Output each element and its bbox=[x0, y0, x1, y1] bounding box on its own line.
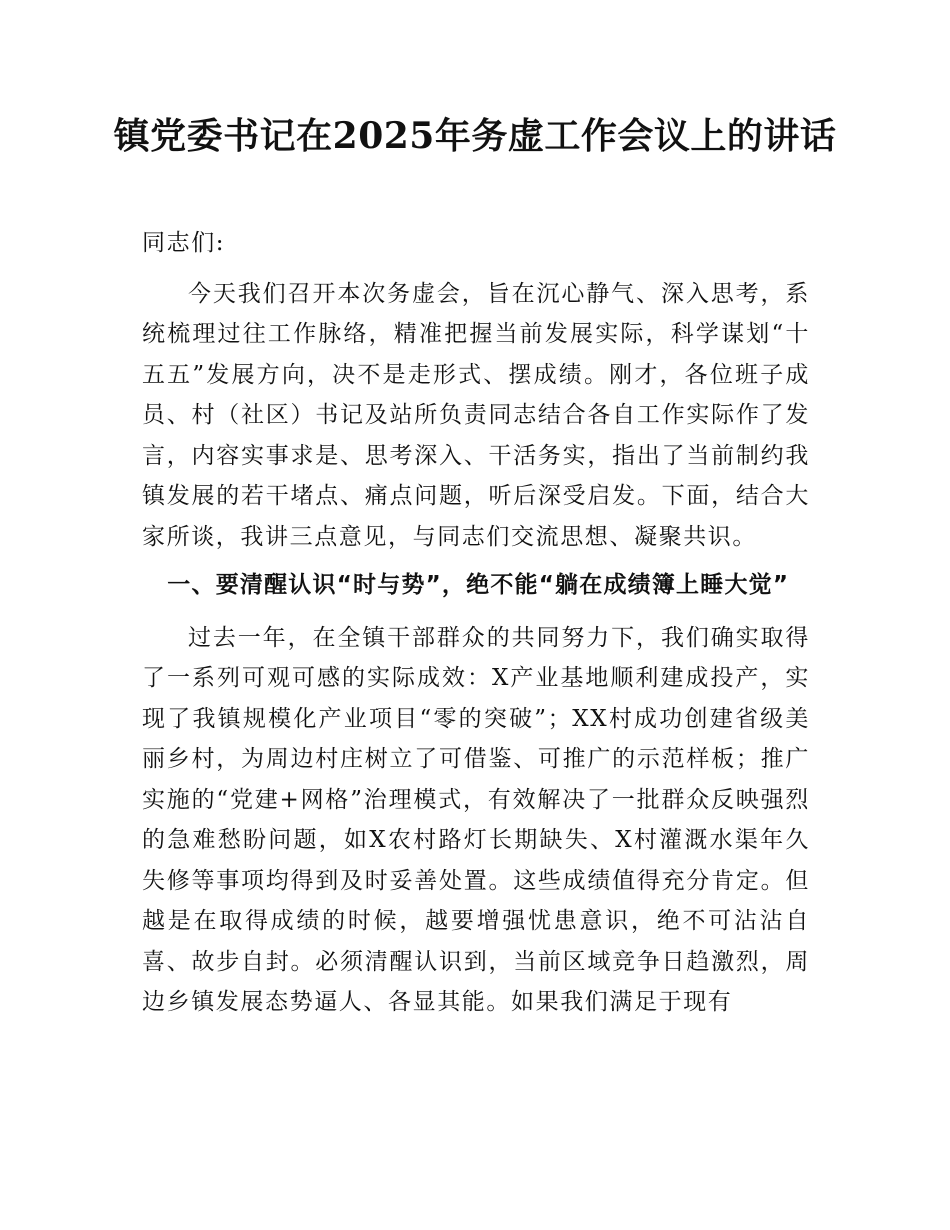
section-1-paragraph: 过去一年，在全镇干部群众的共同努力下，我们确实取得了一系列可观可感的实际成效：X产业基地顺利建成投产，实现了我镇规模化产业项目“零的突破”；XX村成功创建省级美丽乡村，为周边村庄树立了可借鉴、可推广的示范样板；推广实施的“党建+网格”治理模式，有效解决了一批群众反映强烈的急难愁盼问题，如X农村路灯长期缺失、X村灌溉水渠年久失修等事项均得到及时妥善处置。这些成绩值得充分肯定。但越是在取得成绩的时候，越要增强忧患意识，绝不可沾沾自喜、故步自封。必须清醒认识到，当前区域竞争日趋激烈，周边乡镇发展态势逼人、各显其能。如果我们满足于现有 bbox=[142, 624, 810, 1015]
salutation: 同志们: bbox=[142, 230, 226, 256]
document-body bbox=[142, 223, 810, 1023]
document-title: 镇党委书记在2025年务虚工作会议上的讲话 bbox=[113, 115, 837, 157]
opening-paragraph: 今天我们召开本次务虚会，旨在沉心静气、深入思考，系统梳理过往工作脉络，精准把握当前发展实际，科学谋划“十五五”发展方向，决不是走形式、摆成绩。刚才，各位班子成员、村（社区）书记及站所负责同志结合各自工作实际作了发言，内容实事求是、思考深入、干活务实，指出了当前制约我镇发展的若干堵点、痛点问题，听后深受启发。下面，结合大家所谈，我讲三点意见，与同志们交流思想、凝聚共识。 bbox=[142, 280, 810, 550]
section-heading-1: 一、要清醒认识“时与势”，绝不能“躺在成绩簿上睡大觉” bbox=[167, 572, 790, 598]
